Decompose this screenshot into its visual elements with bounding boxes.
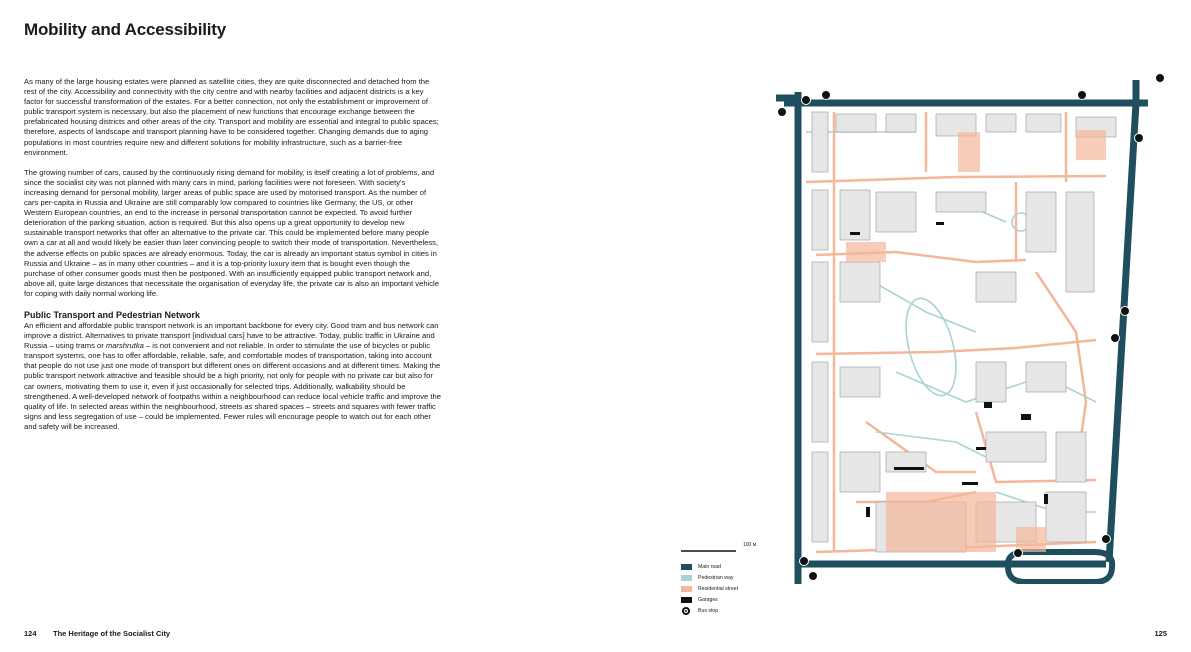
- legend-label: Garages: [698, 596, 718, 603]
- bus-stop-icon: [800, 557, 809, 566]
- legend-item-main-road: [681, 561, 738, 572]
- bus-stop-icon: [1014, 549, 1023, 558]
- legend-swatch: [681, 564, 692, 570]
- right-page-number: 125: [1154, 629, 1167, 638]
- district-map: [776, 72, 1168, 584]
- paragraph-text-part: An efficient and affordable public transport network is an important backbone for every city. Good tram and bus network can improve a district. Alternatives to private transport [individual cars] have to be attractive. Today, public traffic in Ukraine and Russia – using trams or: [24, 320, 439, 351]
- paragraph-public-transport: [24, 321, 442, 432]
- page-title: Mobility and Accessibility: [24, 20, 226, 39]
- scale-label: 100 м: [743, 542, 757, 548]
- bus-stop-icon: [1156, 74, 1165, 83]
- legend-label: Residential street: [698, 585, 739, 592]
- bus-stop-icon: [778, 108, 787, 117]
- subheading: Public Transport and Pedestrian Network: [24, 309, 201, 320]
- legend-swatch: [681, 586, 692, 592]
- bus-stop-icon: [1111, 334, 1120, 343]
- bus-stop-icon: [1135, 134, 1144, 143]
- left-page-number: 124: [24, 629, 37, 638]
- legend-item-residential-street: [681, 583, 738, 594]
- paragraph-cars: The growing number of cars, caused by the continuously rising demand for mobility, is itself creating a lot of problems, and since the socialist city was not planned with many cars in mind, parking facilities were not foreseen. With society's increasing demand for personal mobility, larger areas of public space are used by motorised transport. As the number of cars per-capita in Russia and Ukraine are still comparably low compared to countries like Germany, the US, or other Western European countries, an end to the increase in personal transportation cannot be expected. To avoid further deterioration of the parking situation, action is required. But this also opens up a great opportunity to develop new sustainable transport networks that offer an alternative to the private car. This could be implemented before many people own a car at all and would likely be easier than later convincing people to switch their mode of transportation. Nevertheless, the adverse effects on public spaces are already enormous. Today, the car is already an important status symbol in cities in Russia and Ukraine – as in many other countries – and it is a top-priority luxury item that is bought even though the purchase of other consumer goods must then be postponed. With an insufficiently equipped public transport network and, above all, quite large distances that necessitate the organisation of everyday life, the private car is also an important vehicle for coping with daily normal working life.: [24, 167, 439, 298]
- paragraph-text-part: – is not convenient and not reliable. In order to stimulate the use of bicycles or public transport systems, one has to offer affordable, reliable, safe, and comfortable modes of transportation, taking into account that people do not use just one mode of transport but different ones on different occasions and at different times. Making the public transport network attractive and feasible should be a high priority, not only for people with no private car but also for car owners, motivating them to use it, even if just occasionally for selected trips. Additionally, walkability should be strengthened. A well-developed network of footpaths within a neighbourhood can reduce local vehicle traffic and improve the quality of life. In selected areas within the neighbourhood, streets as shared spaces – streets and squares with fewer traffic signs and less segregation of use – could be implemented. Fewer rules will encourage people to watch out for each other and safety will be increased.: [24, 341, 441, 431]
- bus-stop-icon: [802, 96, 811, 105]
- legend-item-garages: [681, 594, 738, 605]
- bus-stop-icon: [1078, 91, 1087, 100]
- bus-stop-icon: [1121, 307, 1130, 316]
- scale-bar: [681, 542, 761, 560]
- book-title: The Heritage of the Socialist City: [53, 629, 171, 638]
- bus-stop-icon: [1102, 535, 1111, 544]
- bus-stop-icon: [809, 572, 818, 581]
- legend-swatch: [681, 575, 692, 581]
- paragraph-italic-term: marshrutka: [105, 341, 144, 351]
- legend-label: Bus stop: [698, 607, 719, 614]
- district-map-svg: [776, 72, 1168, 584]
- legend-swatch: [681, 597, 692, 603]
- legend-label: Main road: [698, 563, 722, 570]
- paragraph-intro: As many of the large housing estates were planned as satellite cities, they are quite disconnected and detached from the rest of the city. Accessibility and connectivity with the city centre and with nearby facilities and adjacent districts is a key factor for successful transformation of the estates. For a better connection, not only the establishment or improvement of public transport system is necessary, but also the placement of new functions that encourage exchange between the prefabricated housing districts and other areas of the city. Transport and mobility are essential and integral to public spaces; therefore, aspects of landscape and transport planning have to be considered together. Changing demands due to aging populations in most countries require new and different solutions for mobility infrastructure, such as a barrier-free environment.: [24, 77, 439, 157]
- legend-item-pedestrian-way: [681, 572, 738, 583]
- body-text: [24, 77, 442, 442]
- bus-stop-icon: [822, 91, 831, 100]
- legend-label: Pedestrian way: [698, 574, 734, 581]
- map-legend: [681, 561, 738, 616]
- legend-item-bus-stop: [681, 605, 738, 616]
- bus-stop-icon: [682, 607, 690, 615]
